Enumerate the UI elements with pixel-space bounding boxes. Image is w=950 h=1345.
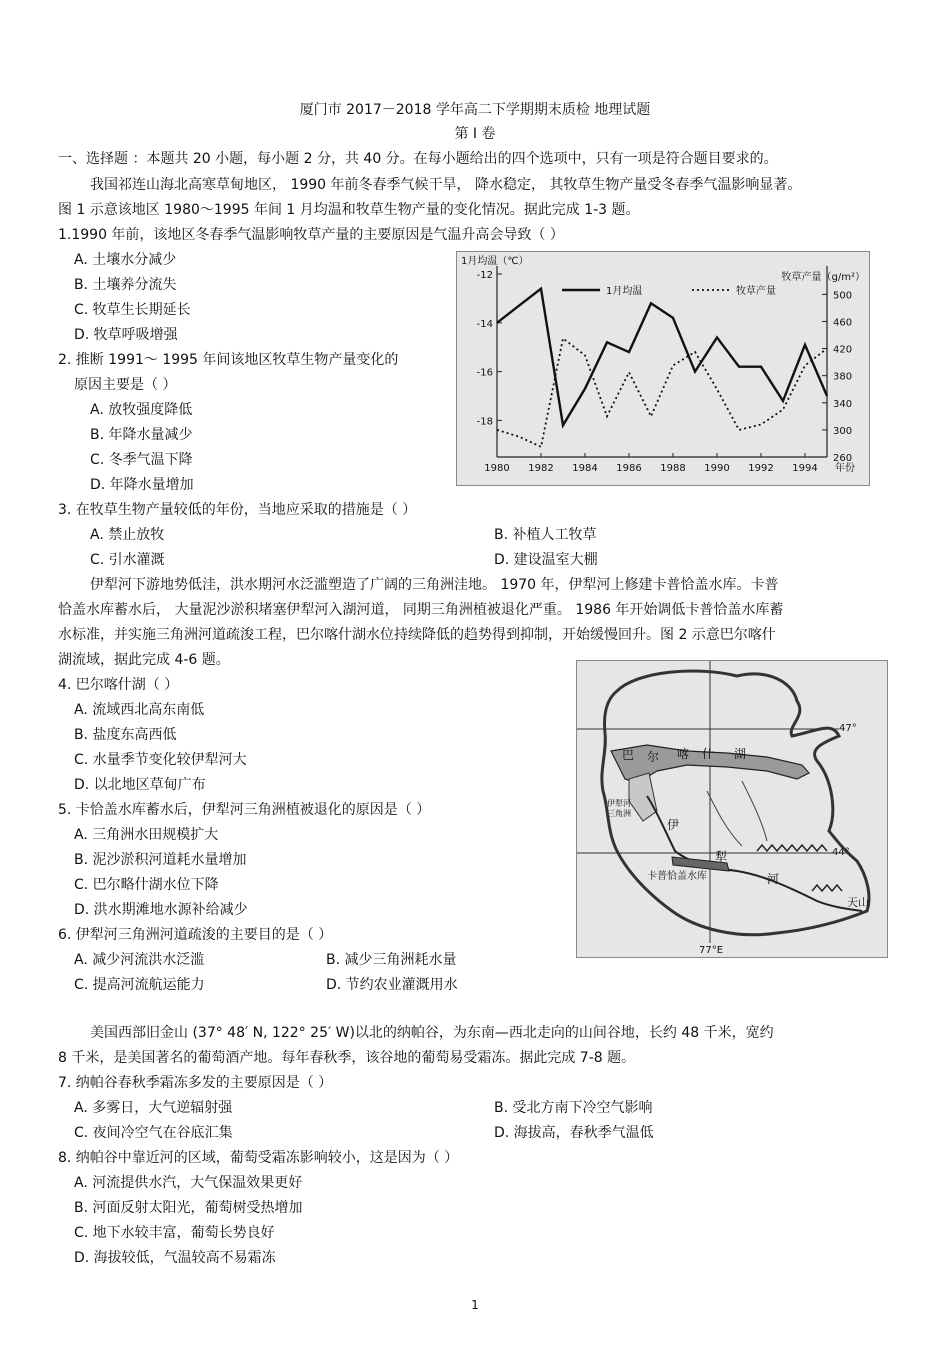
left-tick-label: -18 (476, 416, 493, 428)
left-tick-label: -14 (476, 318, 493, 330)
left-tick-label: -16 (476, 367, 493, 379)
passage-1-line-1: 我国祁连山海北高寒草甸地区， 1990 年前冬春季气候干旱， 降水稳定， 其牧草生物产量受冬春季气温影响显著。 (90, 177, 802, 193)
left-tick-label: -12 (476, 270, 493, 281)
figure-2-map (576, 660, 888, 958)
question-6-option-c[interactable]: C. 提高河流航运能力 (74, 977, 205, 993)
passage-1-line-2: 图 1 示意该地区 1980～1995 年间 1 月均温和牧草生物产量的变化情况。据此完成 1-3 题。 (58, 202, 640, 218)
question-4-option-b[interactable]: B. 盐度东高西低 (74, 727, 177, 743)
question-1-stem: 1.1990 年前，该地区冬春季气温影响牧草产量的主要原因是气温升高会导致（ ） (58, 227, 564, 243)
lake-label-char: 什 (702, 747, 715, 761)
question-7-stem: 7. 纳帕谷春秋季霜冻多发的主要原因是（ ） (58, 1075, 333, 1091)
question-2-option-a[interactable]: A. 放牧强度降低 (90, 402, 193, 418)
ili-delta (629, 773, 657, 821)
x-tick-label: 1986 (616, 463, 642, 474)
x-tick-label: 1992 (748, 463, 774, 474)
x-tick-label: 1982 (528, 463, 554, 474)
tributary (742, 781, 767, 841)
volume-label: 第 I 卷 (454, 126, 496, 142)
question-1-option-d[interactable]: D. 牧草呼吸增强 (74, 327, 178, 343)
lake-label-char: 湖 (734, 747, 747, 761)
passage-2-line-3: 水标准，并实施三角洲河道疏浚工程，巴尔喀什湖水位持续降低的趋势得到抑制，开始缓慢回升。图 2 示意巴尔喀什 (58, 627, 776, 643)
delta-label-line-2: 三角洲 (607, 809, 631, 818)
question-4-option-d[interactable]: D. 以北地区草甸广布 (74, 777, 206, 793)
x-tick-label: 1980 (484, 463, 510, 474)
x-tick-label: 1994 (792, 463, 818, 474)
question-5-option-d[interactable]: D. 洪水期滩地水源补给减少 (74, 902, 248, 918)
right-tick-label: 380 (833, 371, 853, 383)
legend-label-1: 1月均温 (606, 286, 643, 297)
tianshan-label: 天山 (847, 896, 869, 909)
question-2-stem-cont: 原因主要是（ ） (74, 377, 177, 393)
river-label-char: 河 (767, 872, 780, 886)
question-7-option-a[interactable]: A. 多雾日，大气逆辐射强 (74, 1100, 233, 1116)
right-tick-label: 340 (833, 398, 853, 410)
right-tick-label: 260 (833, 453, 853, 464)
question-5-option-a[interactable]: A. 三角洲水田规模扩大 (74, 827, 219, 843)
map-svg (577, 661, 887, 957)
question-1-option-a[interactable]: A. 土壤水分减少 (74, 252, 177, 268)
question-3-option-d[interactable]: D. 建设温室大棚 (494, 552, 598, 568)
page-number: 1 (471, 1298, 479, 1312)
question-2-stem: 2. 推断 1991～ 1995 年间该地区牧草生物产量变化的 (58, 352, 399, 368)
delta-label-line-1: 伊犁河 (607, 799, 631, 808)
left-axis-title: 1月均温（℃） (461, 256, 529, 267)
right-axis-title: 牧草产量（g/m²） (781, 272, 865, 283)
lat-44-label: 44° (832, 847, 850, 858)
lat-47-label: 47° (839, 723, 857, 734)
question-8-option-d[interactable]: D. 海拔较低，气温较高不易霜冻 (74, 1250, 276, 1266)
lake-label-char: 巴 (622, 748, 635, 762)
question-4-option-c[interactable]: C. 水量季节变化较伊犁河大 (74, 752, 247, 768)
question-3-option-c[interactable]: C. 引水灌溉 (90, 552, 165, 568)
tributary (707, 791, 742, 846)
question-1-option-b[interactable]: B. 土壤养分流失 (74, 277, 177, 293)
x-tick-label: 1984 (572, 463, 598, 474)
question-5-option-b[interactable]: B. 泥沙淤积河道耗水量增加 (74, 852, 247, 868)
passage-3-line-1: 美国西部旧金山 (37° 48′ N, 122° 25′ W)以北的纳帕谷，为东南—西北走向的山间谷地，长约 48 千米，宽约 (90, 1025, 774, 1041)
exam-title: 厦门市 2017－2018 学年高二下学期期末质检 地理试题 (299, 102, 651, 118)
x-tick-label: 1990 (704, 463, 730, 474)
passage-2-line-4: 湖流域，据此完成 4-6 题。 (58, 652, 230, 668)
passage-2-line-2: 恰盖水库蓄水后， 大量泥沙淤积堵塞伊犁河入湖河道， 同期三角洲植被退化严重。 1986 年开始调低卡普恰盖水库蓄 (58, 602, 784, 618)
figure-1-chart (456, 251, 870, 486)
question-6-option-a[interactable]: A. 减少河流洪水泛滥 (74, 952, 205, 968)
question-4-option-a[interactable]: A. 流域西北高东南低 (74, 702, 205, 718)
section-heading: 一、选择题 ：本题共 20 小题，每小题 2 分，共 40 分。在每小题给出的四个选项中，只有一项是符合题目要求的。 (58, 151, 778, 167)
series-line-1 (497, 289, 827, 426)
right-tick-label: 420 (833, 344, 853, 356)
right-tick-label: 460 (833, 317, 853, 329)
lake-label-char: 尔 (647, 750, 660, 764)
lon-77-label: 77°E (699, 945, 724, 956)
question-6-option-d[interactable]: D. 节约农业灌溉用水 (326, 977, 458, 993)
question-8-stem: 8. 纳帕谷中靠近河的区域，葡萄受霜冻影响较小，这是因为（ ） (58, 1150, 459, 1166)
question-5-stem: 5. 卡恰盖水库蓄水后，伊犁河三角洲植被退化的原因是（ ） (58, 802, 431, 818)
question-2-option-c[interactable]: C. 冬季气温下降 (90, 452, 193, 468)
right-tick-label: 300 (833, 425, 853, 437)
question-4-stem: 4. 巴尔喀什湖（ ） (58, 677, 179, 693)
passage-2-line-1: 伊犁河下游地势低洼，洪水期河水泛滥塑造了广阔的三角洲洼地。 1970 年，伊犁河上修建卡普恰盖水库。卡普 (90, 577, 779, 593)
x-tick-label: 1988 (660, 463, 686, 474)
river-label-char: 犁 (715, 850, 728, 864)
question-3-option-b[interactable]: B. 补植人工牧草 (494, 527, 597, 543)
question-5-option-c[interactable]: C. 巴尔略什湖水位下降 (74, 877, 219, 893)
passage-3-line-2: 8 千米，是美国著名的葡萄酒产地。每年春秋季，该谷地的葡萄易受霜冻。据此完成 7-8 题。 (58, 1050, 636, 1066)
question-8-option-a[interactable]: A. 河流提供水汽，大气保温效果更好 (74, 1175, 303, 1191)
reservoir-label: 卡普恰盖水库 (647, 871, 707, 882)
question-8-option-b[interactable]: B. 河面反射太阳光，葡萄树受热增加 (74, 1200, 303, 1216)
question-7-option-d[interactable]: D. 海拔高，春秋季气温低 (494, 1125, 654, 1141)
question-1-option-c[interactable]: C. 牧草生长期延长 (74, 302, 191, 318)
question-7-option-c[interactable]: C. 夜间冷空气在谷底汇集 (74, 1125, 233, 1141)
lake-label-char: 喀 (677, 747, 690, 761)
question-3-option-a[interactable]: A. 禁止放牧 (90, 527, 165, 543)
question-2-option-d[interactable]: D. 年降水量增加 (90, 477, 194, 493)
x-unit-label: 年份 (835, 463, 855, 474)
question-3-stem: 3. 在牧草生物产量较低的年份，当地应采取的措施是（ ） (58, 502, 417, 518)
question-6-stem: 6. 伊犁河三角洲河道疏浚的主要目的是（ ） (58, 927, 333, 943)
question-2-option-b[interactable]: B. 年降水量减少 (90, 427, 193, 443)
river-label-char: 伊 (667, 818, 680, 832)
legend-label-2: 牧草产量 (736, 286, 776, 297)
question-8-option-c[interactable]: C. 地下水较丰富，葡萄长势良好 (74, 1225, 275, 1241)
question-6-option-b[interactable]: B. 减少三角洲耗水量 (326, 952, 457, 968)
question-7-option-b[interactable]: B. 受北方南下冷空气影响 (494, 1100, 653, 1116)
right-tick-label: 500 (833, 290, 853, 302)
chart-svg (457, 252, 869, 485)
